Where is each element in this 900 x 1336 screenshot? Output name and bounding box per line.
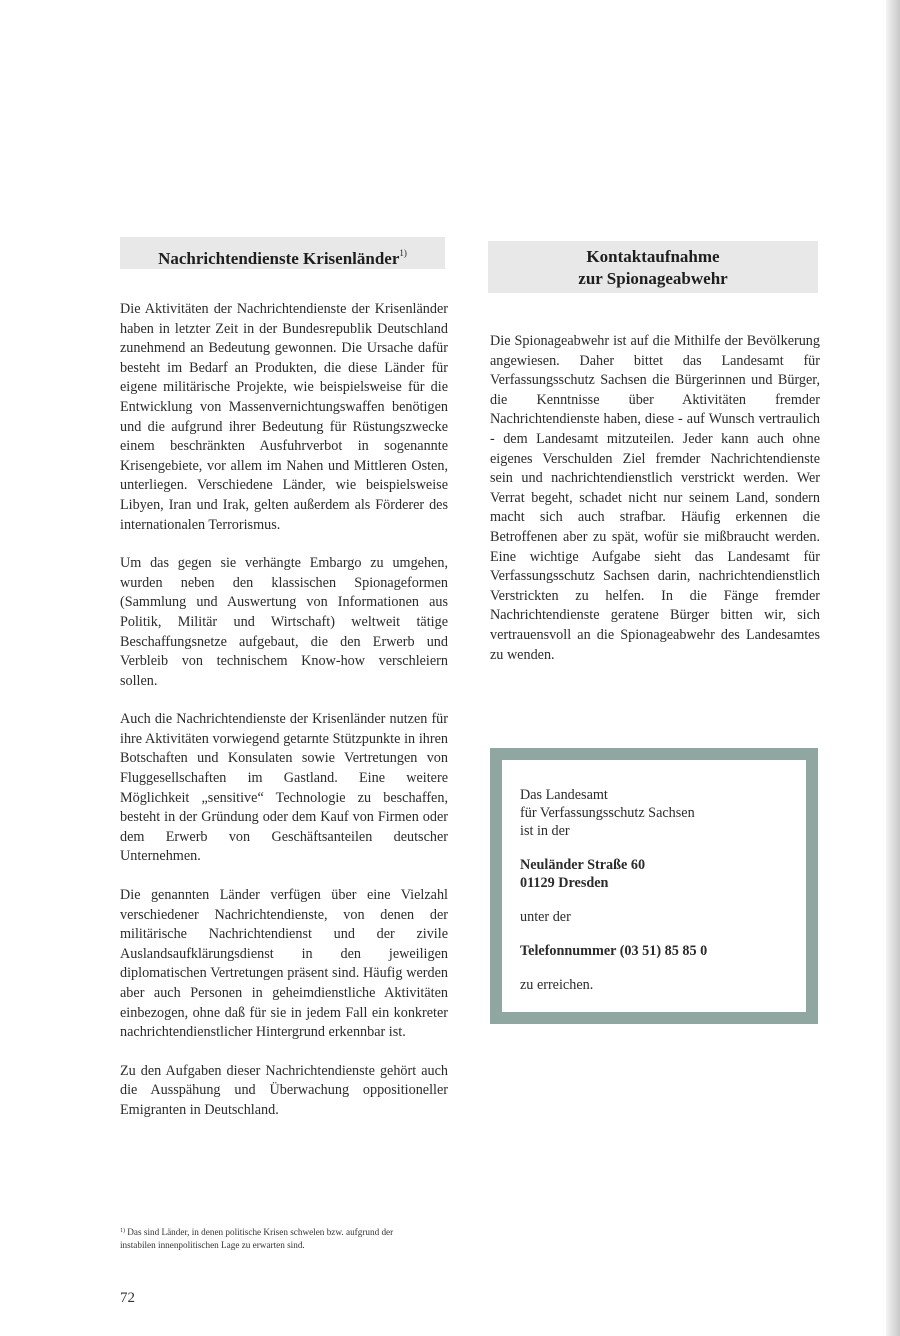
contact-street: Neuländer Straße 60 <box>520 857 646 873</box>
contact-line-3: ist in der <box>520 823 570 839</box>
heading-footnote-mark: 1) <box>399 248 407 258</box>
contact-info-box <box>490 748 818 1024</box>
contact-phone: Telefonnummer (03 51) 85 85 0 <box>520 943 708 959</box>
right-section-heading <box>488 241 818 293</box>
contact-city: 01129 Dresden <box>520 875 609 891</box>
contact-under: unter der <box>520 909 571 925</box>
page-edge-shadow <box>886 0 900 1336</box>
left-paragraph-4: Die genannten Länder verfügen über eine Vielzahl verschiedener Nachrichtendienste, von denen der militärische Nachrichtendienst und der zivile Auslandsaufklärungsdienst in den jeweiligen diplomatischen Vertretungen präsent sind. Häufig werden aber auch Personen in geheimdienstliche Aktivitäten einbezogen, ohne daß für sie in jedem Fall ein konkreter nachrichtendienstlicher Hintergrund erkennbar ist. <box>120 887 448 1041</box>
left-heading-text: Nachrichtendienste Krisenländer <box>158 249 400 268</box>
right-heading-line-1: Kontaktaufnahme <box>586 247 720 266</box>
contact-info-inner <box>502 760 806 1012</box>
contact-line-1: Das Landesamt <box>520 787 608 803</box>
page-number: 72 <box>120 1290 135 1306</box>
contact-reach: zu erreichen. <box>520 977 594 993</box>
footnote-mark: 1) <box>120 1228 125 1234</box>
right-text-column <box>490 332 820 684</box>
left-paragraph-1: Die Aktivitäten der Nachrichtendienste der Krisenländer haben in letzter Zeit in der Bundesrepublik Deutschland zunehmend an Bedeutung gewonnen. Die Ursache dafür besteht im Bedarf an Produkten, die diese Länder für eigene militärische Projekte, wie beispielsweise für die Entwicklung von Massenvernichtungswaffen benötigen und die aufgrund ihrer Bedeutung für Rüstungszwecke einem beschränkten Ausfuhrverbot in sogenannte Krisengebiete, vor allem im Nahen und Mittleren Osten, unterliegen. Verschiedene Länder, wie beispielsweise Libyen, Iran und Irak, gelten außerdem als Förderer des internationalen Terrorismus. <box>120 301 448 533</box>
right-paragraph-1: Die Spionageabwehr ist auf die Mithilfe der Bevölkerung angewiesen. Daher bittet das Landesamt für Verfassungsschutz Sachsen die Bürgerinnen und Bürger, die Kenntnisse über Aktivitäten fremder Nachrichtendienste haben, diese - auf Wunsch vertraulich - dem Landesamt mitzuteilen. Jeder kann auch ohne eigenes Verschulden Ziel fremder Nachrichtendienste sein und nachrichtendienstlich verstrickt werden. Wer Verrat begeht, schadet nicht nur seinem Land, sondern macht sich auch strafbar. Häufig erkennen die Betroffenen aber zu spät, wofür sie mißbraucht werden. Eine wichtige Aufgabe sieht das Landesamt für Verfassungsschutz Sachsen darin, nachrichtendienstlich Verstrickten zu helfen. In die Fänge fremder Nachrichtendienste geratene Bürger bitten wir, sich vertrauensvoll an die Spionageabwehr des Landesamtes zu wenden. <box>490 333 820 663</box>
contact-line-2: für Verfassungsschutz Sachsen <box>520 805 695 821</box>
left-paragraph-5: Zu den Aufgaben dieser Nachrichtendienste gehört auch die Ausspähung und Überwachung oppositioneller Emigranten in Deutschland. <box>120 1062 448 1118</box>
footnote <box>120 1225 430 1252</box>
left-section-heading <box>120 237 445 269</box>
left-text-column <box>120 300 448 1140</box>
left-paragraph-3: Auch die Nachrichtendienste der Krisenländer nutzen für ihre Aktivitäten vorwiegend getarnte Stützpunkte in ihren Botschaften und Konsulaten sowie Vertretungen von Fluggesellschaften im Gastland. Eine weitere Möglichkeit „sensitive“ Technologie zu beschaffen, besteht in der Gründung oder dem Kauf von Firmen oder dem Erwerb von Geschäftsanteilen deutscher Unternehmen. <box>120 711 448 865</box>
footnote-text: Das sind Länder, in denen politische Krisen schwelen bzw. aufgrund der instabilen innenpolitischen Lage zu erwarten sind. <box>120 1227 394 1250</box>
right-heading-line-2: zur Spionageabwehr <box>578 269 728 288</box>
left-paragraph-2: Um das gegen sie verhängte Embargo zu umgehen, wurden neben den klassischen Spionageformen (Sammlung und Auswertung von Informationen aus Politik, Militär und Wirtschaft) weltweit tätige Beschaffungsnetze aufgebaut, die den Erwerb und Verbleib von technischem Know-how verschleiern sollen. <box>120 555 448 689</box>
